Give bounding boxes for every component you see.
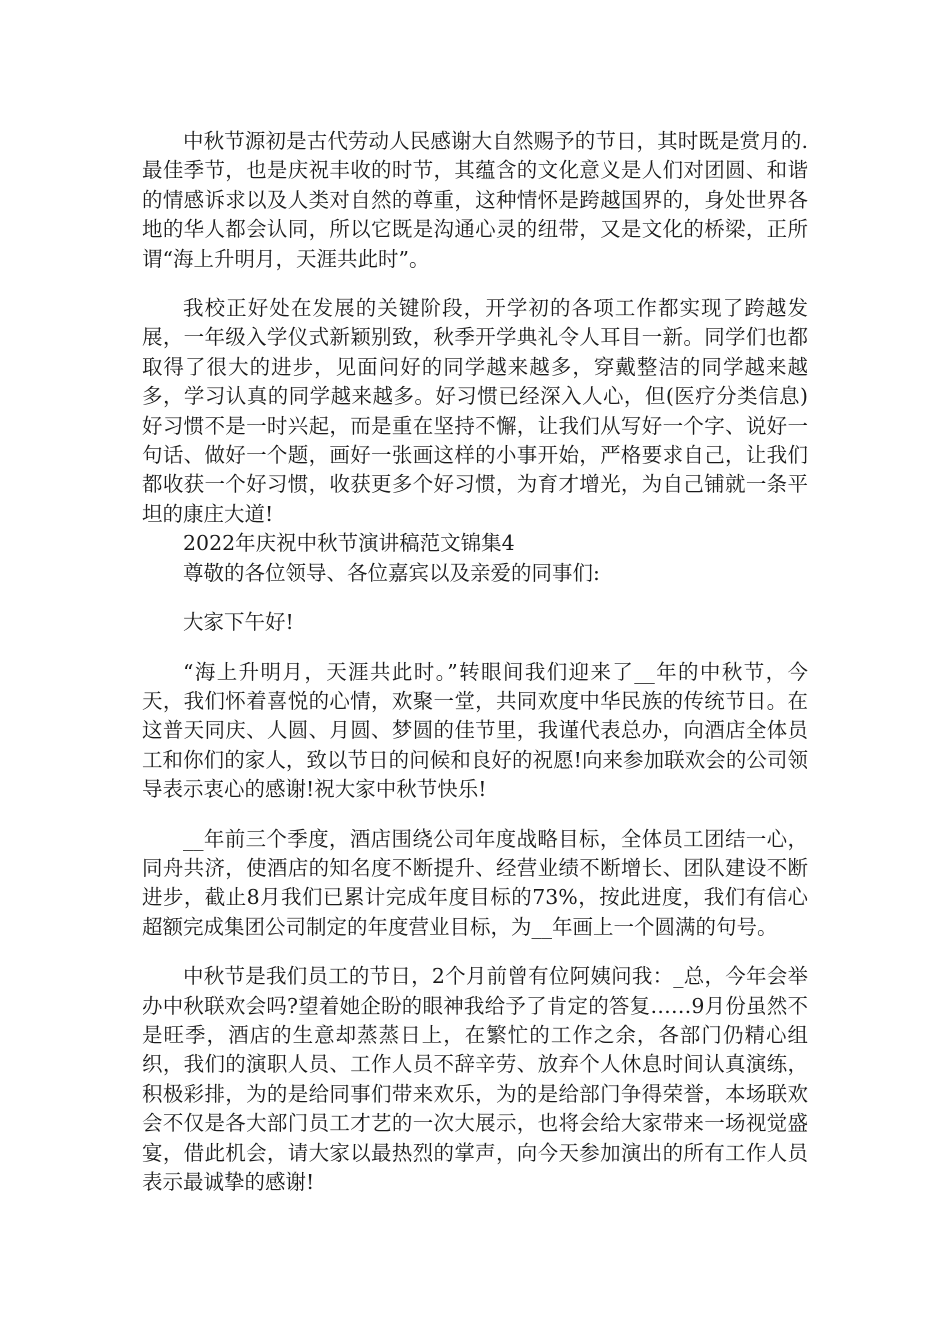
document-body [142, 127, 808, 1197]
speech-paragraph-gala: 中秋节是我们员工的节日，2个月前曾有位阿姨问我：_总，今年会举办中秋联欢会吗?望着她企盼的眼神我给予了肯定的答复……9月份虽然不是旺季，酒店的生意却蒸蒸日上，在繁忙的工作之余，各部门仍精心组织，我们的演职人员、工作人员不辞辛劳、放弃个人休息时间认真演练，积极彩排，为的是给同事们带来欢乐，为的是给部门争得荣誉，本场联欢会不仅是各大部门员工才艺的一次大展示，也将会给大家带来一场视觉盛宴，借此机会，请大家以最热烈的掌声，向今天参加演出的所有工作人员表示最诚挚的感谢! [142, 964, 808, 1194]
speech-salutation: 尊敬的各位领导、各位嘉宾以及亲爱的同事们: [183, 560, 600, 585]
section-title: 2022年庆祝中秋节演讲稿范文锦集4 [183, 531, 515, 556]
speech-greeting: 大家下午好! [183, 610, 294, 635]
paragraph-mid-autumn-origin: 中秋节源初是古代劳动人民感谢大自然赐予的节日，其时既是赏月的.最佳季节，也是庆祝丰收的时节，其蕴含的文化意义是人们对团圆、和谐的情感诉求以及人类对自然的尊重，这种情怀是跨越国界的，身处世界各地的华人都会认同，所以它既是沟通心灵的纽带，又是文化的桥梁，正所谓“海上升明月，天涯共此时”。 [142, 129, 808, 271]
paragraph-school-development: 我校正好处在发展的关键阶段，开学初的各项工作都实现了跨越发展，一年级入学仪式新颖别致，秋季开学典礼令人耳目一新。同学们也都取得了很大的进步，见面问好的同学越来越多，穿戴整洁的同学越来越多，学习认真的同学越来越多。好习惯已经深入人心，但(医疗分类信息)好习惯不是一时兴起，而是重在坚持不懈，让我们从写好一个字、说好一句话、做好一个题，画好一张画这样的小事开始，严格要求自己，让我们都收获一个好习惯，收获更多个好习惯，为育才增光，为自己铺就一条平坦的康庄大道! [142, 296, 808, 526]
speech-paragraph-opening: “海上升明月，天涯共此时。”转眼间我们迎来了__年的中秋节，今天，我们怀着喜悦的心情，欢聚一堂，共同欢度中华民族的传统节日。在这普天同庆、人圆、月圆、梦圆的佳节里，我谨代表总办，向酒店全体员工和你们的家人，致以节日的问候和良好的祝愿!向来参加联欢会的公司领导表示衷心的感谢!祝大家中秋节快乐! [142, 659, 808, 802]
speech-paragraph-performance: __年前三个季度，酒店围绕公司年度战略目标，全体员工团结一心，同舟共济，使酒店的知名度不断提升、经营业绩不断增长、团队建设不断进步，截止8月我们已累计完成年度目标的73%，按此进度，我们有信心超额完成集团公司制定的年度营业目标，为__年画上一个圆满的句号。 [142, 826, 808, 939]
